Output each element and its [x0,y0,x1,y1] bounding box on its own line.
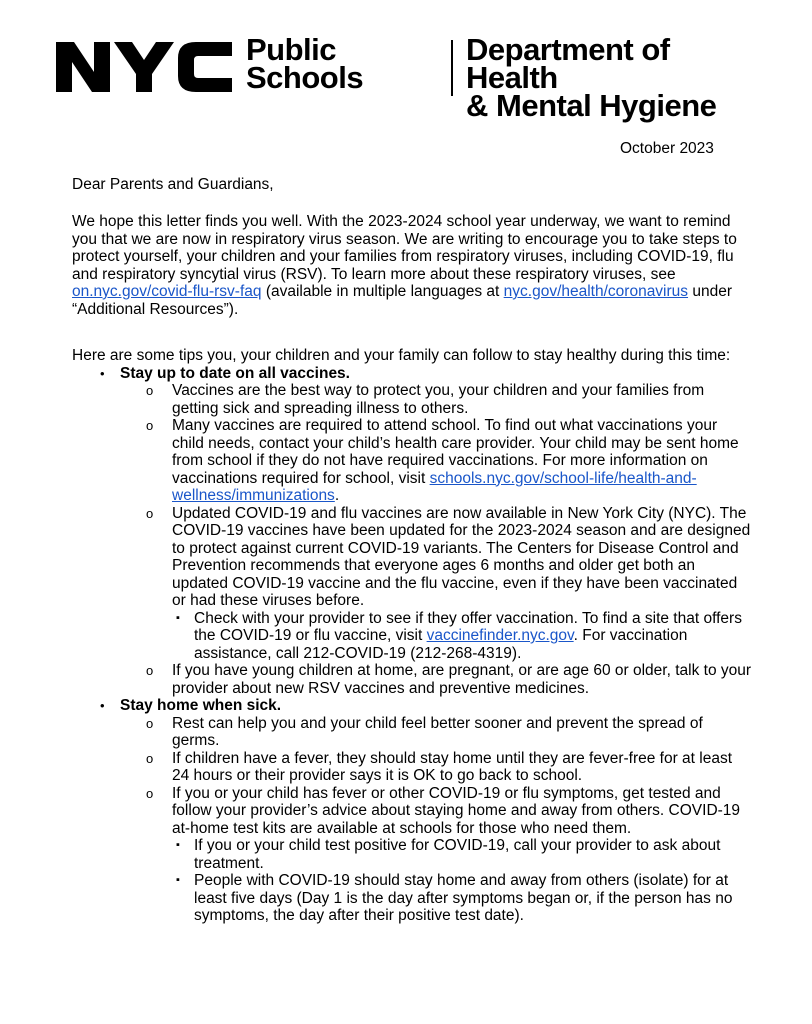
letterhead [56,32,756,123]
nyc-logo-graphic [56,38,236,96]
sub-sub-list [172,610,752,663]
list-item [172,872,752,925]
list-item [172,837,752,872]
salutation: Dear Parents and Guardians, [72,176,274,193]
square-bullet-icon: ▪ [176,874,180,886]
list-item [120,417,752,505]
item-text-end: . For vaccination assistance, call 212-COVID-19 (212-268-4319). [194,627,688,662]
tips-section [72,347,752,925]
square-bullet-icon: ▪ [176,611,180,624]
doh-wordmark [466,32,756,123]
bullet-icon: • [100,365,105,381]
item-text: Many vaccines are required to attend school. To find out what vaccinations your child needs, contact your child’s health care provider. Your child may be sent home from school if they do not have required vaccinations. For more information on vaccinations required for school, visit [172,417,739,487]
intro-paragraph [72,213,752,318]
item-text: If children have a fever, they should stay home until they are fever-free for at least 24 hours or their provider says it is OK to go back to school. [172,749,733,784]
header-divider [451,40,453,96]
circle-bullet-icon: o [146,715,154,731]
doh-line1: Department of Health [466,32,670,95]
list-item [120,750,752,785]
public-schools-wordmark [246,32,364,95]
immunizations-link[interactable]: schools.nyc.gov/school-life/health-and-wellness/immunizations [172,469,697,504]
intro-text-1: We hope this letter finds you well. With the 2023-2024 school year underway, we want to remind you that we are now in respiratory virus season. We are writing to encourage you to take steps to protect yourself, your children and your families from respiratory viruses, including COVID-19, flu and respiratory syncytial virus (RSV). To learn more about these respiratory viruses, see [72,213,737,283]
ps-line1: Public [246,32,337,67]
item-text-end: . [334,487,340,504]
tip-title: Stay up to date on all vaccines. [120,364,350,382]
bullet-icon: • [100,698,105,713]
circle-bullet-icon: o [146,383,154,398]
item-text: Check with your provider to see if they offer vaccination. To find a site that offers the COVID-19 or flu vaccine, visit [194,609,742,644]
intro-text-2: (available in multiple languages at [261,283,504,300]
nyc-logo [56,38,236,96]
list-item [72,697,752,925]
intro-text-3: under “Additional Resources”). [72,283,732,318]
list-item [120,505,752,663]
list-item [120,662,752,697]
circle-bullet-icon: o [146,785,154,801]
item-text: Rest can help you and your child feel better sooner and prevent the spread of germs. [172,714,703,749]
circle-bullet-icon: o [146,505,154,521]
circle-bullet-icon: o [146,750,154,766]
circle-bullet-icon: o [146,663,154,678]
covid-flu-rsv-faq-link[interactable]: on.nyc.gov/covid-flu-rsv-faq [72,283,262,300]
tip-title: Stay home when sick. [120,697,282,714]
list-item [120,715,752,750]
circle-bullet-icon: o [146,418,154,433]
square-bullet-icon: ▪ [176,839,180,851]
item-text: People with COVID-19 should stay home and away from others (isolate) for at least five days (Day 1 is the day after symptoms began or, if the person has no symptoms, the day after their positive test date). [194,872,733,924]
letter-date: October 2023 [620,140,714,157]
coronavirus-link[interactable]: nyc.gov/health/coronavirus [503,283,689,300]
item-text: Vaccines are the best way to protect you, your children and your families from getting sick and spreading illness to others. [172,382,705,417]
sub-list [120,715,752,925]
list-item [120,382,752,417]
item-text: If you have young children at home, are pregnant, or are age 60 or older, talk to your provider about new RSV vaccines and preventive medicines. [172,662,752,697]
tips-intro: Here are some tips you, your children and your family can follow to stay healthy during this time: [72,347,731,364]
sub-sub-list [172,837,752,925]
list-item [120,785,752,925]
list-item [172,610,752,663]
list-item [72,365,752,698]
doh-line2: & Mental Hygiene [466,88,717,123]
item-text: If you or your child test positive for COVID-19, call your provider to ask about treatment. [194,837,721,872]
sub-list [120,382,752,697]
item-text: If you or your child has fever or other COVID-19 or flu symptoms, get tested and follow your provider’s advice about staying home and away from others. COVID-19 at-home test kits are available at schools for those who need them. [172,784,741,837]
vaccinefinder-link[interactable]: vaccinefinder.nyc.gov [426,627,574,644]
ps-line2: Schools [246,60,364,95]
item-text: Updated COVID-19 and flu vaccines are now available in New York City (NYC). The COVID-19 vaccines have been updated for the 2023-2024 season and are designed to protect against current COVID-19 variants. The Centers for Disease Control and Prevention recommends that everyone ages 6 months and older get both an updated COVID-19 vaccine and the flu vaccine, even if they have been vaccinated or had these viruses before. [172,504,751,609]
tips-list [72,365,752,925]
